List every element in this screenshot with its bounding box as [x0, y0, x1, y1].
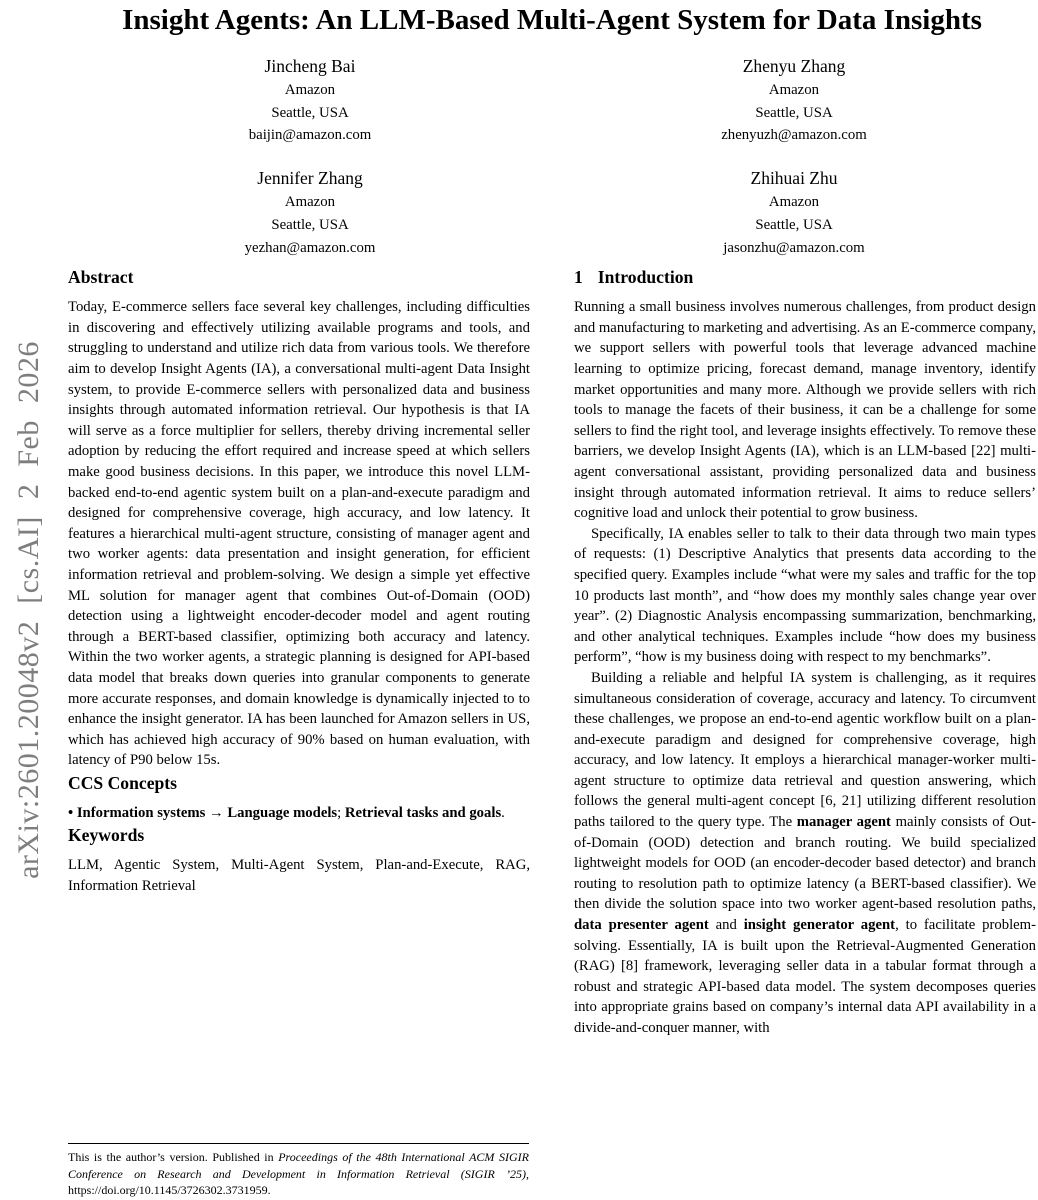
author-block: [552, 165, 1036, 259]
author-block: [68, 53, 552, 147]
introduction-paragraph: Specifically, IA enables seller to talk to their data through two main types of requests: (1) Descriptive Analytics that presents data according to the specified query. Examples include “what were my sales and traffic for the top 10 products last month”, and “how does my monthly sales change year over year”. (2) Diagnostic Analysis encompassing summarization, benchmarking, and other analytical techniques. Examples include “how does my business perform”, “how is my business doing with respect to my benchmarks”.: [574, 525, 1036, 666]
paper-page: [68, 0, 1036, 1039]
publication-footnote: [68, 1143, 529, 1199]
section-title: Introduction: [597, 267, 694, 288]
keywords-heading: Keywords: [68, 825, 145, 846]
author-city: Seattle, USA: [271, 104, 349, 121]
author-affiliation: Amazon: [284, 194, 336, 211]
keywords-text: LLM, Agentic System, Multi-Agent System, Plan-and-Execute, RAG, Information Retrieval: [68, 857, 530, 895]
author-affiliation: Amazon: [768, 82, 820, 98]
author-email: baijin@amazon.com: [248, 127, 372, 144]
authors-section: [68, 53, 1036, 259]
section-number: 1: [574, 267, 583, 288]
footnote-text: This is the author’s version. Published in Proceedings of the 48th International ACM SIGIR Conference on Research and Development in Information Retrieval (SIGIR ’25), https://doi.org/10.1145/3726302.3731959.: [68, 1150, 530, 1197]
author-affiliation: Amazon: [768, 194, 820, 211]
right-column: [574, 265, 1036, 1038]
author-email: jasonzhu@amazon.com: [723, 239, 865, 256]
ccs-heading: CCS Concepts: [68, 772, 177, 793]
author-city: Seattle, USA: [755, 104, 833, 121]
author-name: Jennifer Zhang: [257, 168, 363, 189]
introduction-heading: [574, 265, 1036, 289]
author-affiliation: Amazon: [284, 82, 336, 98]
author-name: Jincheng Bai: [264, 56, 356, 76]
author-email: zhenyuzh@amazon.com: [721, 127, 867, 144]
ccs-text: • Information systems → Language models; Retrieval tasks and goals.: [68, 804, 505, 821]
abstract-heading: Abstract: [68, 267, 134, 288]
author-city: Seattle, USA: [755, 216, 833, 233]
author-city: Seattle, USA: [271, 216, 349, 233]
two-column-body: [68, 265, 1036, 1038]
author-block: [68, 165, 552, 259]
introduction-paragraph: Building a reliable and helpful IA system is challenging, as it requires simultaneous consideration of coverage, accuracy and latency. To circumvent these challenges, we propose an end-to-end agentic workflow built on a plan-and-execute paradigm and designed for comprehensive coverage, high accuracy, and low latency. It employs a hierarchical manager-worker multi-agent structure to optimize data retrieval and question answering, which follows the general multi-agent concept [6, 21] utilizing different resolution paths tailored to the query type. The manager agent mainly consists of Out-of-Domain (OOD) detection and branch routing. We build specialized lightweight models for OOD (an encoder-decoder based detector) and branch routing to resolution path to optimize latency (a BERT-based classifier). We then divide the solution space into two worker agent-based resolution paths, data presenter agent and insight generator agent, to facilitate problem-solving. Essentially, IA is built upon the Retrieval-Augmented Generation (RAG) [8] framework, leveraging seller data in a tabular format through a robust and strategic API-based data model. The system decomposes queries into appropriate grains based on company’s internal data API availability in a divide-and-conquer manner, with: [574, 669, 1037, 1036]
abstract-text: Today, E-commerce sellers face several key challenges, including difficulties in discovering and effectively utilizing available programs and tools, and struggling to understand and utilize rich data from various tools. We therefore aim to develop Insight Agents (IA), a conversational multi-agent Data Insight system, to provide E-commerce sellers with personalized data and business insights through automated information retrieval. Our hypothesis is that IA will serve as a force multiplier for sellers, thereby driving incremental seller adoption by reducing the effort required and increase speed at which sellers make good business decisions. In this paper, we introduce this novel LLM-backed end-to-end agentic system built on a plan-and-execute paradigm and designed for comprehensive coverage, high accuracy, and low latency. It features a hierarchical multi-agent structure, consisting of manager agent and two worker agents: data presentation and insight generation, for efficient information retrieval and problem-solving. We design a simple yet effective ML solution for manager agent that combines Out-of-Domain (OOD) detection using a lightweight encoder-decoder model and agent routing through a BERT-based classifier, optimizing both accuracy and latency. Within the two worker agents, a strategic planning is designed for API-based data model that breaks down queries into granular components to generate more accurate responses, and domain knowledge is dynamically injected to to enhance the insight generator. IA has been launched for Amazon sellers in US, which has achieved high accuracy of 90% based on human evaluation, with latency of P90 below 15s.: [68, 299, 530, 769]
left-column: [68, 265, 530, 1038]
arxiv-watermark: arXiv:2601.20048v2 [cs.AI] 2 Feb 2026: [12, 341, 45, 879]
author-name: Zhihuai Zhu: [750, 168, 838, 189]
author-block: [552, 53, 1036, 147]
author-name: Zhenyu Zhang: [742, 56, 846, 76]
paper-title: Insight Agents: An LLM-Based Multi-Agent System for Data Insights: [122, 4, 982, 36]
introduction-paragraph: Running a small business involves numerous challenges, from product design and manufacturing to marketing and advertising. As an E-commerce company, we support sellers with powerful tools that leverage advanced machine learning to optimize pricing, forecast demand, manage inventory, identify market opportunities and many more. Although we provide sellers with rich tools to manage the facets of their business, it can be a challenge for some sellers to find the right tool, and leverage insights effectively. To remove these barriers, we develop Insight Agents (IA), which is an LLM-based [22] multi-agent conversational assistant, providing personalized data and business insight through automated information retrieval. It aims to reduce sellers’ cognitive load and unlock their potential to grow business.: [574, 299, 1036, 522]
author-email: yezhan@amazon.com: [244, 239, 376, 256]
